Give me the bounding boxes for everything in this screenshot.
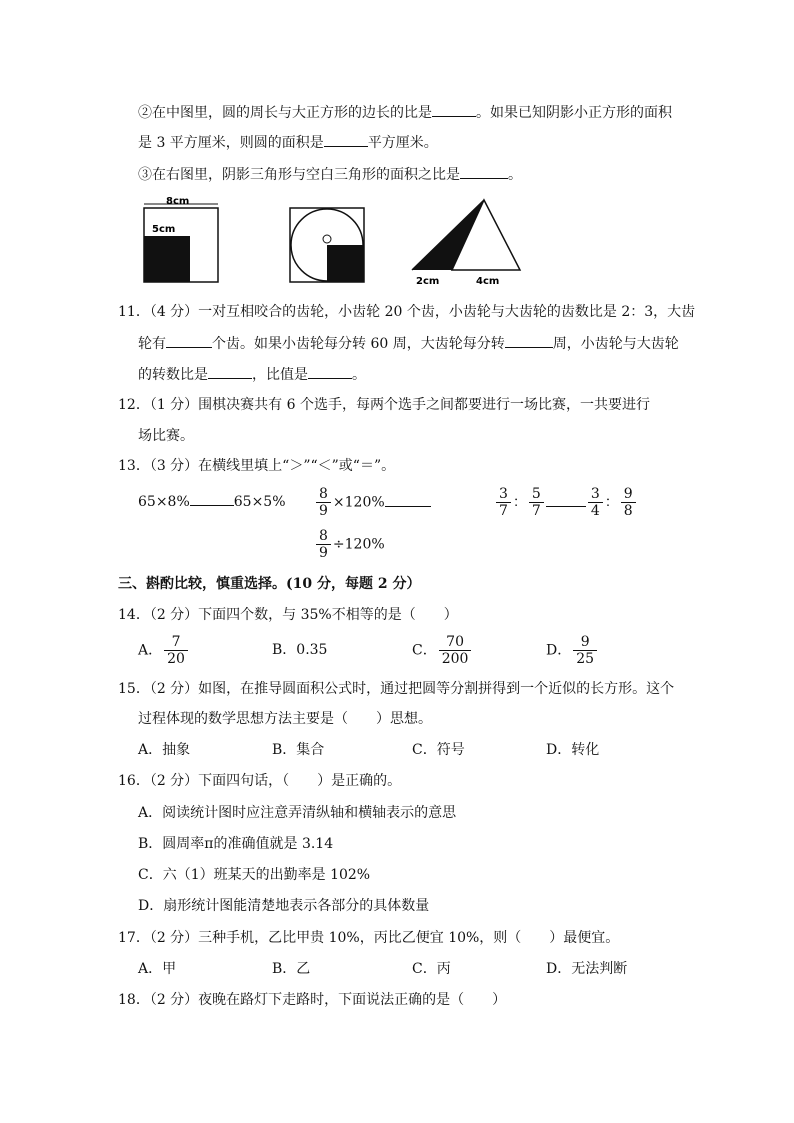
q15-line2: 过程体现的数学思想方法主要是（ ）思想。: [138, 711, 432, 727]
figure-circle: [290, 208, 364, 282]
q12-line2: 场比赛。: [138, 428, 194, 444]
q11-line2: 轮有 个齿。如果小齿轮每分转 60 周，大齿轮每分转 周，小齿轮与大齿轮: [138, 333, 679, 354]
q13-line1: 13．（3 分）在横线里填上“＞”“＜”或“＝”。: [118, 458, 396, 474]
answer-blank[interactable]: [460, 164, 508, 179]
q14-option-a[interactable]: A． $\frac{7}{20}$: [138, 634, 190, 667]
q11-line3: 的转数比是 ，比值是 。: [138, 364, 366, 385]
q13-compare-a: 65×8% 65×5%: [138, 491, 286, 512]
q14-stem: 14．（2 分）下面四个数，与 35%不相等的是（ ）: [118, 607, 458, 623]
section-title: 三、斟酌比较，慎重选择。(10 分，每题 2 分）: [118, 576, 421, 592]
q14-option-c[interactable]: C． $\frac{70}{200}$: [412, 634, 473, 667]
q10-item2-line1: ②在中图里，圆的周长与大正方形的边长的比是 。如果已知阴影小正方形的面积: [138, 102, 672, 123]
figure-squares: [144, 196, 218, 282]
q16-option-b[interactable]: B．圆周率π的准确值就是 3.14: [138, 836, 334, 852]
fraction: $\frac{8}{9}$: [316, 528, 331, 561]
q11-line1: 11．（4 分）一对互相咬合的齿轮，小齿轮 20 个齿，小齿轮与大齿轮的齿数比是 2：3，大齿: [118, 304, 696, 320]
fraction: $\frac{5}{7}$: [529, 486, 544, 519]
answer-blank[interactable]: [324, 132, 368, 147]
figure-triangles: [412, 200, 520, 287]
answer-blank[interactable]: [505, 333, 553, 348]
q15-option-b[interactable]: B．集合: [272, 742, 325, 758]
fig1-top-label: 8cm: [166, 196, 190, 207]
answer-blank[interactable]: [546, 492, 586, 507]
answer-blank[interactable]: [308, 364, 352, 379]
fraction: $\frac{70}{200}$: [439, 634, 472, 667]
q10-figures: [136, 194, 536, 290]
q17-option-c[interactable]: C．丙: [412, 961, 451, 977]
fraction: $\frac{3}{7}$: [496, 486, 511, 519]
fraction: $\frac{7}{20}$: [164, 634, 188, 667]
fraction: $\frac{9}{25}$: [573, 634, 597, 667]
q10-item3: ③在右图里，阴影三角形与空白三角形的面积之比是 。: [138, 164, 522, 185]
q13-compare-c: $\frac{3}{7}$ ： $\frac{5}{7}$ $\frac{3}{4}$ ： $\frac{9}{8}$: [494, 486, 638, 519]
answer-blank[interactable]: [432, 102, 476, 117]
fraction: $\frac{9}{8}$: [621, 486, 636, 519]
q12-line1: 12．（1 分）围棋决赛共有 6 个选手，每两个选手之间都要进行一场比赛，一共要进行: [118, 397, 650, 413]
q18-stem: 18．（2 分）夜晚在路灯下走路时，下面说法正确的是（ ）: [118, 992, 507, 1008]
q13-compare-b-right: $\frac{8}{9}$ ÷120%: [314, 528, 385, 561]
fig3-right-label: 4cm: [476, 276, 500, 287]
q10-item2-line2: 是 3 平方厘米，则圆的面积是 平方厘米。: [138, 132, 438, 153]
answer-blank[interactable]: [385, 492, 431, 507]
q16-stem: 16．（2 分）下面四句话，（ ）是正确的。: [118, 773, 402, 789]
q15-option-a[interactable]: A．抽象: [138, 742, 191, 758]
q17-stem: 17．（2 分）三种手机，乙比甲贵 10%，丙比乙便宜 10%，则（ ）最便宜。: [118, 930, 620, 946]
q16-option-a[interactable]: A．阅读统计图时应注意弄清纵轴和横轴表示的意思: [138, 805, 457, 821]
q15-option-d[interactable]: D．转化: [546, 742, 600, 758]
q14-option-d[interactable]: D． $\frac{9}{25}$: [546, 634, 599, 667]
q16-option-d[interactable]: D．扇形统计图能清楚地表示各部分的具体数量: [138, 898, 430, 914]
q17-option-d[interactable]: D．无法判断: [546, 961, 628, 977]
q15-line1: 15．（2 分）如图，在推导圆面积公式时，通过把圆等分割拼得到一个近似的长方形。这个: [118, 681, 675, 697]
q16-option-c[interactable]: C．六（1）班某天的出勤率是 102%: [138, 867, 371, 883]
q13-compare-b: $\frac{8}{9}$ ×120%: [314, 486, 431, 519]
q17-option-b[interactable]: B．乙: [272, 961, 311, 977]
answer-blank[interactable]: [190, 491, 234, 506]
fraction: $\frac{8}{9}$: [316, 486, 331, 519]
answer-blank[interactable]: [208, 364, 252, 379]
fig1-inner-label: 5cm: [152, 224, 176, 235]
answer-blank[interactable]: [166, 333, 212, 348]
q14-option-b[interactable]: B．0.35: [272, 642, 328, 658]
q17-option-a[interactable]: A．甲: [138, 961, 177, 977]
q15-option-c[interactable]: C．符号: [412, 742, 465, 758]
fig3-left-label: 2cm: [416, 276, 440, 287]
fraction: $\frac{3}{4}$: [588, 486, 603, 519]
